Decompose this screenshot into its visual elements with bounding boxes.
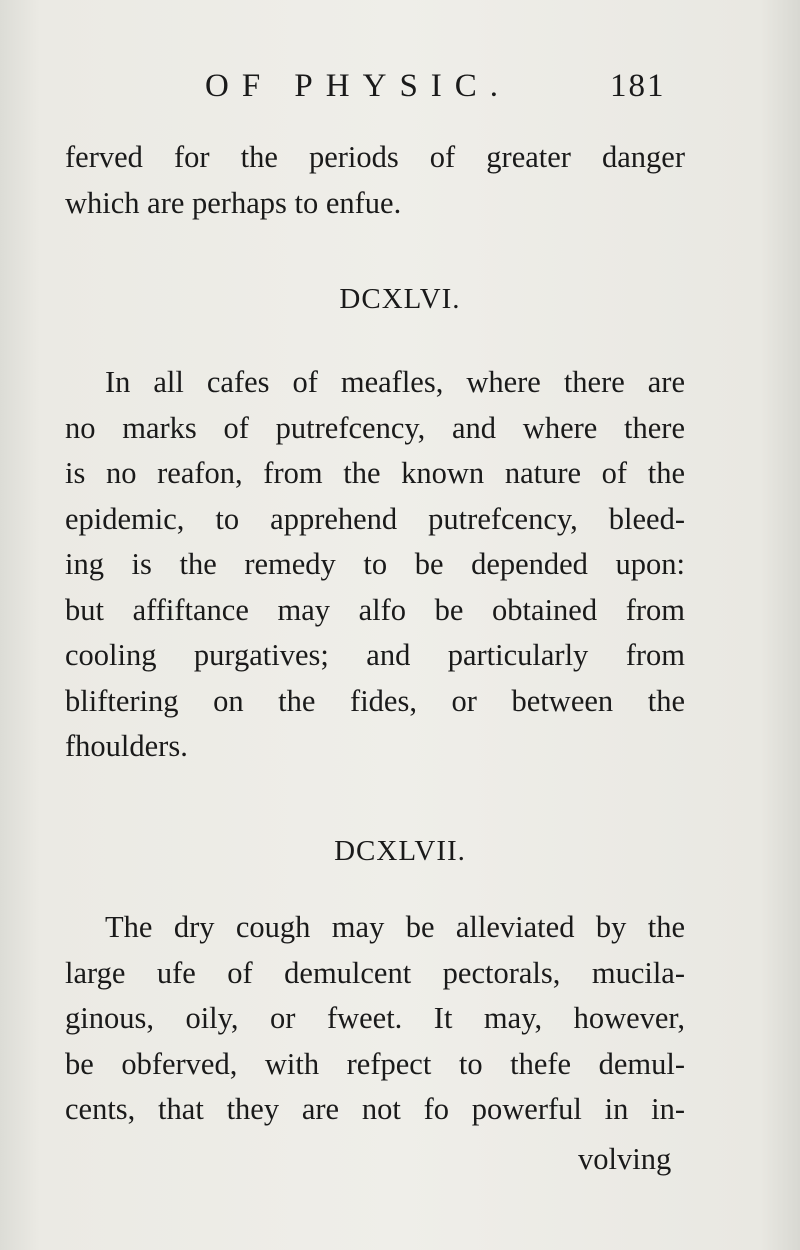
section-heading-dcxlvii: DCXLVII.: [334, 835, 466, 867]
catchword: volving: [578, 1142, 672, 1176]
text-line: ferved for the periods of greater danger: [65, 140, 685, 174]
text-line: cooling purgatives; and particularly from: [65, 638, 685, 672]
section-heading-dcxlvi: DCXLVI.: [339, 283, 461, 315]
text-line: be obferved, with refpect to thefe demul-: [65, 1046, 685, 1081]
continued-paragraph: [65, 135, 685, 226]
text-line: but affiftance may alfo be obtained from: [65, 592, 685, 627]
paragraph-dcxlvi: [65, 360, 685, 770]
text-line: cents, that they are not fo powerful in in-: [65, 1092, 685, 1126]
text-line: In all cafes of meafles, where there are: [105, 365, 685, 399]
text-line: The dry cough may be alleviated by the: [105, 910, 685, 944]
text-line: bliftering on the fides, or between the: [65, 683, 685, 718]
text-line: no marks of putrefcency, and where there: [65, 410, 685, 445]
text-line: ginous, oily, or fweet. It may, however,: [65, 1001, 685, 1035]
running-head-title: OF PHYSIC.: [205, 68, 512, 104]
page-number: 181: [610, 68, 666, 104]
text-line: epidemic, to apprehend putrefcency, bleed-: [65, 501, 685, 536]
text-line: which are perhaps to enfue.: [65, 185, 402, 220]
paragraph-dcxlvii: [65, 905, 685, 1133]
text-line: ing is the remedy to be depended upon:: [65, 547, 685, 581]
text-line: is no reafon, from the known nature of the: [65, 456, 685, 490]
text-line: large ufe of demulcent pectorals, mucila-: [65, 955, 685, 990]
text-line: fhoulders.: [65, 729, 188, 763]
running-head: [0, 68, 800, 108]
